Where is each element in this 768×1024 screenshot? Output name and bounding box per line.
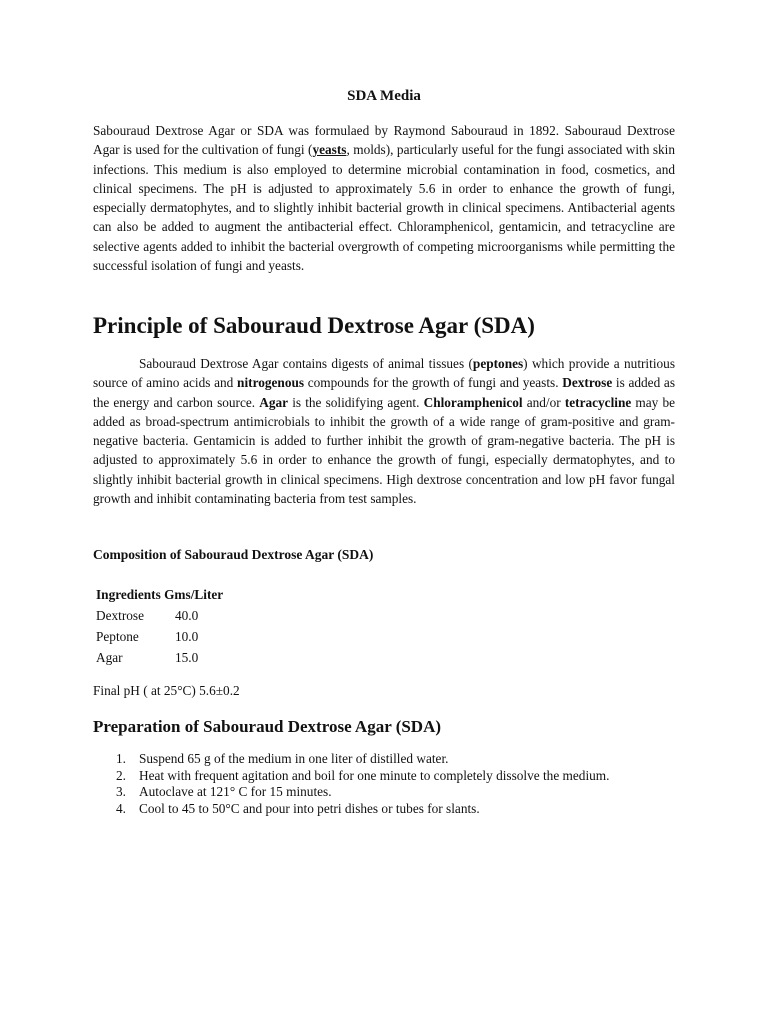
step-number: 3.: [116, 784, 126, 800]
term-agar: Agar: [259, 394, 289, 410]
list-item: [93, 768, 653, 785]
yeasts-link-text: yeasts: [312, 142, 347, 158]
term-dextrose: Dextrose: [562, 375, 613, 391]
list-item: [93, 751, 653, 768]
intro-text-b: , molds), particularly useful for the fungi associated with skin infections. This medium is also employed to determine microbial contamination in food, cosmetics, and clinical specimens. The pH is adjusted to approximately 5.6 in order to enhance the growth of fungi, especially dermatophytes, and to slightly inhibit bacterial growth in clinical specimens. Antibacterial agents can also be added to augment the antibacterial effect. Chloramphenicol, gentamicin, and tetracycline are selective agents added to inhibit the bacterial overgrowth of competing microorganisms while permitting the successful isolation of fungi and yeasts.: [93, 142, 675, 274]
principle-heading: Principle of Sabouraud Dextrose Agar (SDA): [93, 313, 535, 338]
list-item: [93, 801, 653, 818]
ingredient-name: Peptone: [96, 628, 139, 644]
step-text: Suspend 65 g of the medium in one liter of distilled water.: [139, 751, 449, 766]
final-ph: Final pH ( at 25°C) 5.6±0.2: [93, 683, 240, 698]
principle-paragraph: [93, 354, 675, 508]
ingredient-name: Agar: [96, 649, 123, 665]
step-number: 2.: [116, 767, 126, 783]
ingredient-value: 40.0: [175, 607, 199, 623]
composition-heading: Composition of Sabouraud Dextrose Agar (SDA): [93, 547, 374, 562]
composition-table: [96, 584, 223, 668]
principle-text: ) which provide a nutritious source of amino acids and: [93, 356, 675, 391]
principle-text: is the solidifying agent.: [288, 394, 424, 410]
list-item: [93, 784, 653, 801]
term-nitrogenous: nitrogenous: [237, 375, 305, 391]
step-text: Cool to 45 to 50°C and pour into petri dishes or tubes for slants.: [139, 800, 480, 816]
step-number: 4.: [116, 800, 126, 816]
table-header: Ingredients Gms/Liter: [96, 586, 224, 602]
principle-text: may be added as broad-spectrum antimicrobials to inhibit the growth of a wide range of gram-positive and gram-negative bacteria. Gentamicin is added to further inhibit the growth of gram-negative bacteria. The pH is adjusted to approximately 5.6 in order to enhance the growth of fungi, especially dermatophytes, and to slightly inhibit bacterial growth in clinical specimens. High dextrose concentration and low pH favor fungal growth and inhibit contaminating bacteria from test samples.: [93, 394, 675, 507]
term-peptones: peptones: [472, 356, 524, 371]
term-tetracycline: tetracycline: [564, 394, 632, 410]
principle-text: Sabouraud Dextrose Agar contains digests of animal tissues (: [139, 356, 473, 371]
table-header-row: [96, 584, 223, 605]
preparation-heading: Preparation of Sabouraud Dextrose Agar (SDA): [93, 717, 442, 736]
principle-text: compounds for the growth of fungi and yeasts.: [304, 375, 563, 391]
step-text: Heat with frequent agitation and boil for one minute to completely dissolve the medium.: [139, 767, 610, 783]
preparation-steps: [93, 751, 653, 817]
table-row: [96, 626, 223, 647]
ingredient-name: Dextrose: [96, 607, 144, 623]
principle-text: is added as the energy and carbon source.: [93, 375, 676, 410]
table-row: [96, 605, 223, 626]
ingredient-value: 15.0: [175, 649, 199, 665]
table-row: [96, 647, 223, 668]
intro-text-a: Sabouraud Dextrose Agar or SDA was formulaed by Raymond Sabouraud in 1892. Sabouraud Dextrose Agar is used for the cultivation of fungi (: [93, 123, 675, 158]
term-chloramphenicol: Chloramphenicol: [423, 394, 523, 410]
principle-text: and/or: [522, 394, 565, 410]
step-text: Autoclave at 121° C for 15 minutes.: [139, 784, 332, 800]
intro-paragraph: [93, 121, 675, 275]
ingredient-value: 10.0: [175, 628, 199, 644]
step-number: 1.: [116, 751, 126, 766]
document-title: SDA Media: [347, 88, 421, 104]
